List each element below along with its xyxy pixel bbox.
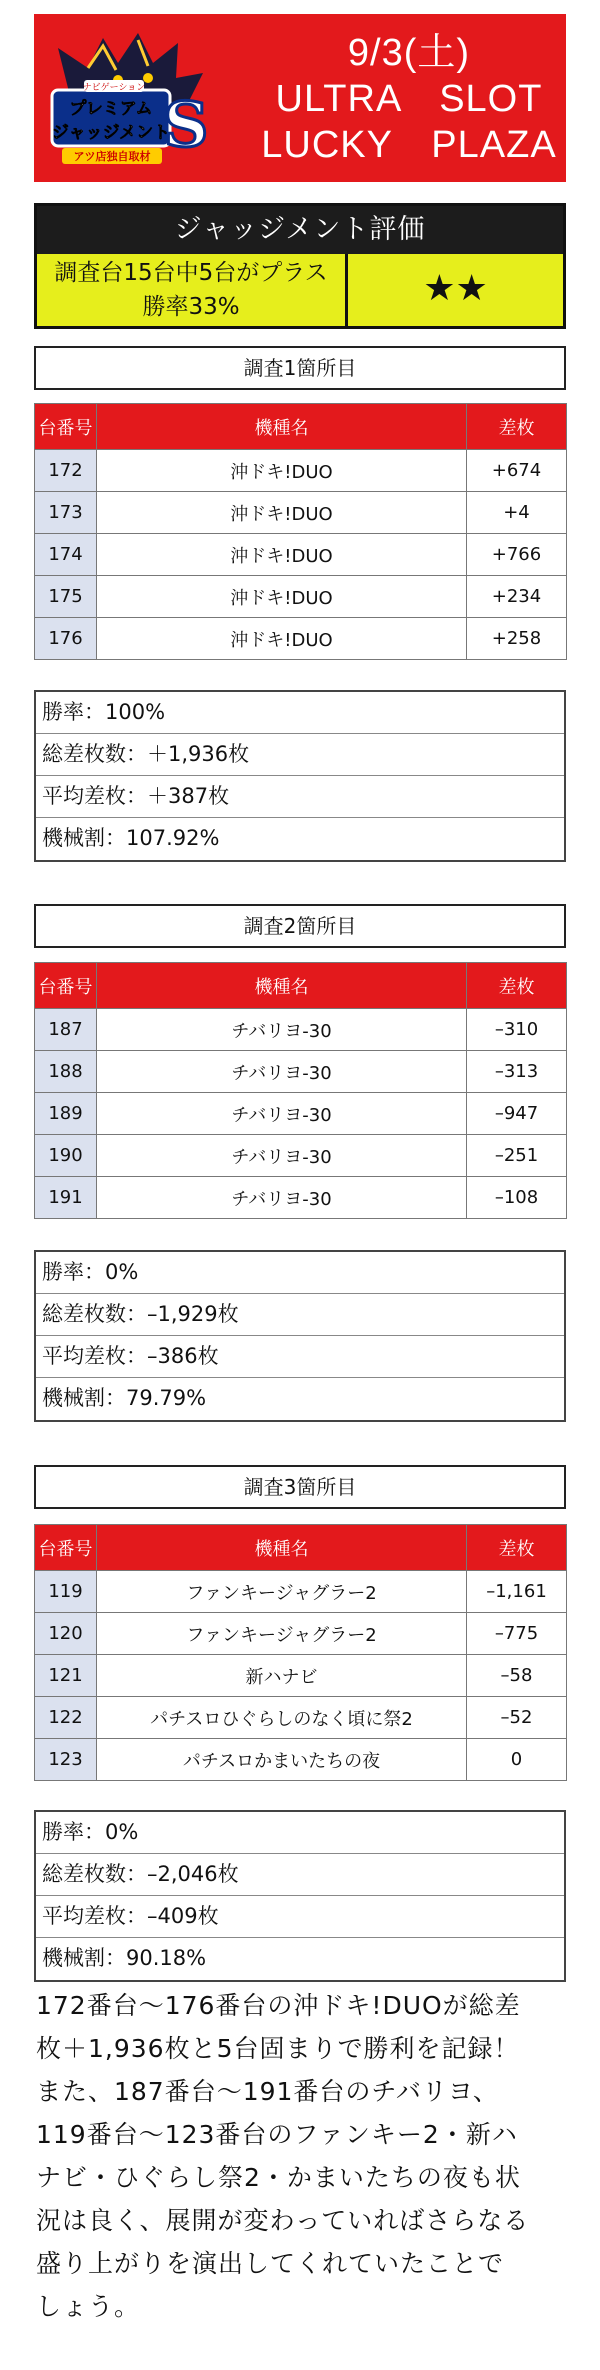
machine-model: 新ハナビ bbox=[97, 1655, 467, 1697]
machine-table bbox=[34, 403, 567, 660]
machine-model: ファンキージャグラー2 bbox=[97, 1613, 467, 1655]
summary-line: ナビ・ひぐらし祭2・かまいたちの夜も状 bbox=[36, 2163, 521, 2192]
machine-diff: –313 bbox=[467, 1051, 567, 1093]
header-diff: 差枚 bbox=[467, 404, 567, 450]
table-row bbox=[35, 1739, 567, 1781]
header-model: 機種名 bbox=[97, 963, 467, 1009]
store-heading bbox=[254, 30, 564, 168]
table-row bbox=[35, 1093, 567, 1135]
judgment-title: ジャッジメント評価 bbox=[174, 214, 426, 245]
machine-diff: –58 bbox=[467, 1655, 567, 1697]
machine-model: チバリヨ-30 bbox=[97, 1009, 467, 1051]
stat-total-diff: 総差枚数：–2,046枚 bbox=[36, 1854, 564, 1896]
stat-avg-diff: 平均差枚：–409枚 bbox=[36, 1896, 564, 1938]
machine-diff: +234 bbox=[467, 576, 567, 618]
machine-model: チバリヨ-30 bbox=[97, 1177, 467, 1219]
machine-model: チバリヨ-30 bbox=[97, 1093, 467, 1135]
summary-line: 況は良く、展開が変わっていればさらなる bbox=[36, 2206, 530, 2235]
section-stats bbox=[34, 1810, 566, 1982]
machine-number: 187 bbox=[35, 1009, 97, 1051]
table-row bbox=[35, 1571, 567, 1613]
table-row bbox=[35, 534, 567, 576]
table-row bbox=[35, 576, 567, 618]
stat-payout: 機械割：90.18% bbox=[42, 1946, 207, 1970]
machine-number: 190 bbox=[35, 1135, 97, 1177]
summary-line: 172番台〜176番台の沖ドキ!DUOが総差 bbox=[36, 1991, 521, 2020]
machine-model: ファンキージャグラー2 bbox=[97, 1571, 467, 1613]
machine-number: 121 bbox=[35, 1655, 97, 1697]
judgment-summary-line1: 調査台15台中5台がプラス bbox=[54, 260, 328, 286]
judgment-summary bbox=[37, 254, 348, 326]
judgment-evaluation bbox=[34, 203, 566, 329]
machine-number: 175 bbox=[35, 576, 97, 618]
table-row bbox=[35, 1697, 567, 1739]
machine-model: パチスロかまいたちの夜 bbox=[97, 1739, 467, 1781]
machine-diff: –52 bbox=[467, 1697, 567, 1739]
stat-avg-diff: 平均差枚：＋387枚 bbox=[36, 776, 564, 818]
table-row bbox=[35, 618, 567, 660]
machine-number: 174 bbox=[35, 534, 97, 576]
machine-diff: –1,161 bbox=[467, 1571, 567, 1613]
machine-diff: +258 bbox=[467, 618, 567, 660]
svg-text:ジャッジメント: ジャッジメント bbox=[51, 123, 171, 143]
svg-text:アツ店独自取材: アツ店独自取材 bbox=[73, 150, 151, 163]
machine-number: 119 bbox=[35, 1571, 97, 1613]
machine-diff: +766 bbox=[467, 534, 567, 576]
machine-number: 172 bbox=[35, 450, 97, 492]
table-row bbox=[35, 1177, 567, 1219]
machine-diff: –310 bbox=[467, 1009, 567, 1051]
stat-total-diff: 総差枚数：＋1,936枚 bbox=[36, 734, 564, 776]
judgment-win-rate: 勝率33% bbox=[142, 294, 240, 320]
header-model: 機種名 bbox=[97, 404, 467, 450]
svg-text:S: S bbox=[163, 88, 209, 161]
header-banner bbox=[34, 14, 566, 182]
machine-model: 沖ドキ!DUO bbox=[97, 576, 467, 618]
report-date: 9/3(土) bbox=[347, 32, 471, 74]
table-row bbox=[35, 1051, 567, 1093]
machine-number: 123 bbox=[35, 1739, 97, 1781]
summary-line: しょう。 bbox=[36, 2292, 141, 2321]
machine-number: 120 bbox=[35, 1613, 97, 1655]
summary-line: 盛り上がりを演出してくれていたことで bbox=[36, 2249, 505, 2278]
stat-avg-diff: 平均差枚：–386枚 bbox=[36, 1336, 564, 1378]
table-row bbox=[35, 1009, 567, 1051]
machine-number: 191 bbox=[35, 1177, 97, 1219]
header-number: 台番号 bbox=[35, 1525, 97, 1571]
stat-win-rate: 勝率：0% bbox=[36, 1252, 564, 1294]
machine-model: 沖ドキ!DUO bbox=[97, 492, 467, 534]
summary-line: 枚＋1,936枚と5台固まりで勝利を記録！ bbox=[36, 2034, 520, 2063]
machine-model: チバリヨ-30 bbox=[97, 1051, 467, 1093]
machine-model: チバリヨ-30 bbox=[97, 1135, 467, 1177]
machine-model: 沖ドキ!DUO bbox=[97, 534, 467, 576]
machine-model: パチスロひぐらしのなく頃に祭2 bbox=[97, 1697, 467, 1739]
machine-table bbox=[34, 1524, 567, 1781]
machine-table bbox=[34, 962, 567, 1219]
section-stats bbox=[34, 1250, 566, 1422]
header-model: 機種名 bbox=[97, 1525, 467, 1571]
machine-model: 沖ドキ!DUO bbox=[97, 618, 467, 660]
machine-number: 188 bbox=[35, 1051, 97, 1093]
header-number: 台番号 bbox=[35, 963, 97, 1009]
machine-model: 沖ドキ!DUO bbox=[97, 450, 467, 492]
machine-diff: –775 bbox=[467, 1613, 567, 1655]
machine-diff: –108 bbox=[467, 1177, 567, 1219]
table-row bbox=[35, 492, 567, 534]
table-row bbox=[35, 450, 567, 492]
summary-line: また、187番台〜191番台のチバリヨ、 bbox=[36, 2077, 499, 2106]
table-row bbox=[35, 1135, 567, 1177]
store-name-line1: ULTRA SLOT bbox=[275, 78, 543, 120]
svg-text:ナビゲーション: ナビゲーション bbox=[82, 83, 146, 93]
stat-payout: 機械割：79.79% bbox=[42, 1386, 207, 1410]
machine-number: 173 bbox=[35, 492, 97, 534]
machine-diff: +674 bbox=[467, 450, 567, 492]
machine-diff: +4 bbox=[467, 492, 567, 534]
summary-text bbox=[36, 1984, 566, 2328]
machine-number: 122 bbox=[35, 1697, 97, 1739]
section-title: 調査2箇所目 bbox=[34, 904, 566, 948]
stat-win-rate: 勝率：0% bbox=[36, 1812, 564, 1854]
svg-text:プレミアム: プレミアム bbox=[69, 99, 153, 119]
table-row bbox=[35, 1613, 567, 1655]
stat-payout: 機械割：107.92% bbox=[42, 826, 220, 850]
header-number: 台番号 bbox=[35, 404, 97, 450]
summary-line: 119番台〜123番台のファンキー2・新ハ bbox=[36, 2120, 518, 2149]
header-diff: 差枚 bbox=[467, 1525, 567, 1571]
machine-number: 176 bbox=[35, 618, 97, 660]
machine-diff: 0 bbox=[467, 1739, 567, 1781]
stat-win-rate: 勝率：100% bbox=[36, 692, 564, 734]
stat-total-diff: 総差枚数：–1,929枚 bbox=[36, 1294, 564, 1336]
machine-diff: –251 bbox=[467, 1135, 567, 1177]
premium-judgment-logo bbox=[48, 28, 212, 168]
machine-number: 189 bbox=[35, 1093, 97, 1135]
table-row bbox=[35, 1655, 567, 1697]
header-diff: 差枚 bbox=[467, 963, 567, 1009]
store-name-line2: LUCKY PLAZA bbox=[261, 124, 557, 166]
section-stats bbox=[34, 690, 566, 862]
section-title: 調査3箇所目 bbox=[34, 1465, 566, 1509]
machine-diff: –947 bbox=[467, 1093, 567, 1135]
judgment-stars: ★★ bbox=[348, 254, 563, 326]
section-title: 調査1箇所目 bbox=[34, 346, 566, 390]
